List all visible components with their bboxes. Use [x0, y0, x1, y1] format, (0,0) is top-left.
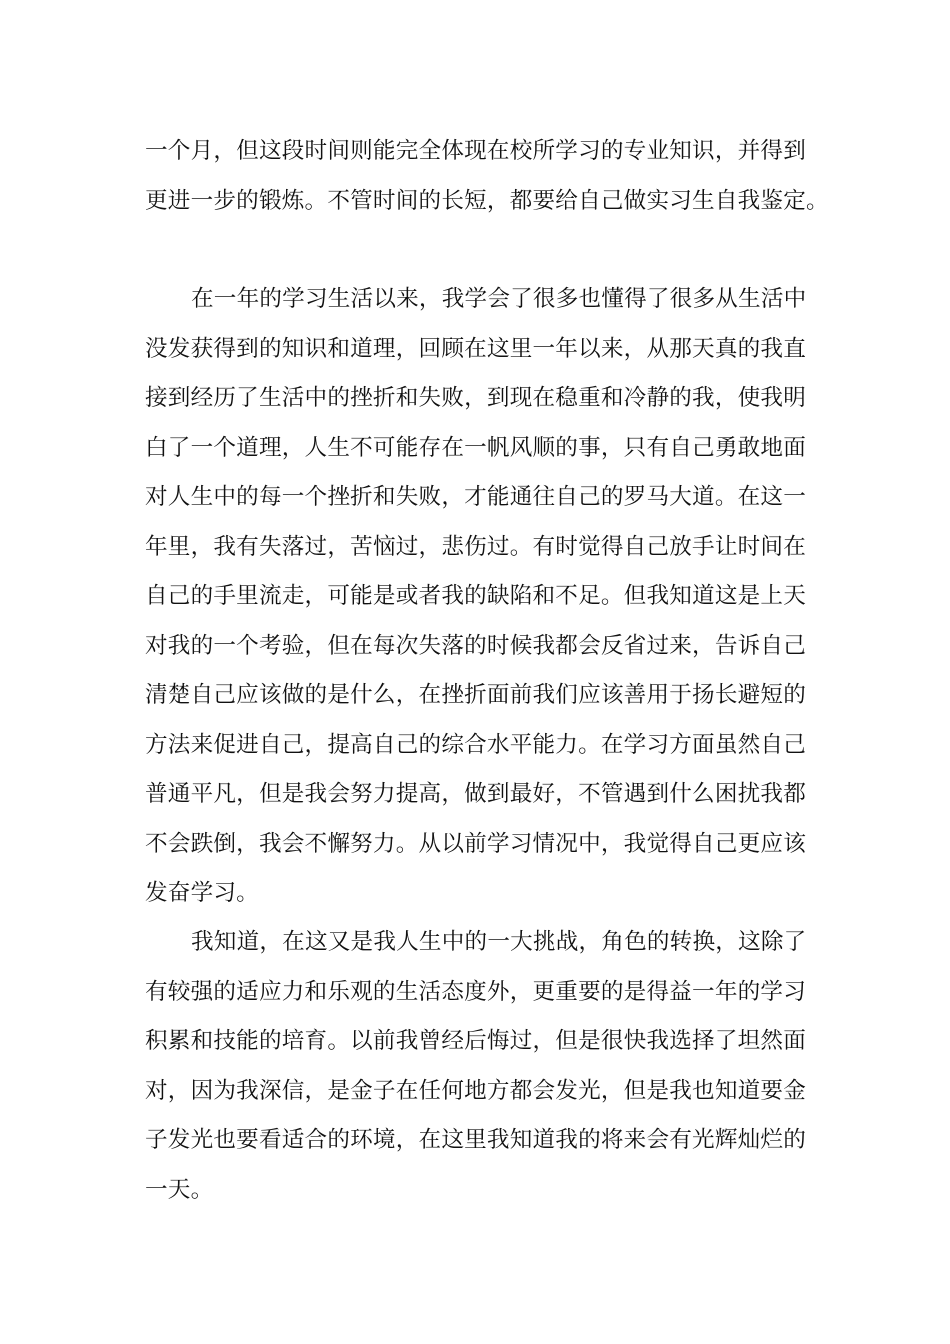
paragraph-3 — [145, 918, 815, 1215]
paragraph-first-line: 我知道，在这又是我人生中的一大挑战，角色的转换，这除了 — [191, 929, 807, 955]
paragraph-first-line: 在一年的学习生活以来，我学会了很多也懂得了很多从生活中 — [191, 286, 807, 312]
paragraph-line: 没发获得到的知识和道理，回顾在这里一年以来，从那天真的我直 — [145, 335, 807, 362]
paragraph-line: 对我的一个考验，但在每次失落的时候我都会反省过来，告诉自己 — [145, 632, 807, 659]
paragraph-line: 对，因为我深信，是金子在任何地方都会发光，但是我也知道要金 — [145, 1077, 807, 1104]
paragraph-line: 积累和技能的培育。以前我曾经后悔过，但是很快我选择了坦然面 — [145, 1028, 807, 1054]
paragraph-line: 一天。 — [145, 1176, 214, 1203]
paragraph-line: 子发光也要看适合的环境，在这里我知道我的将来会有光辉灿烂的 — [145, 1127, 807, 1153]
paragraph-line: 自己的手里流走，可能是或者我的缺陷和不足。但我知道这是上天 — [145, 583, 807, 609]
paragraph-line: 年里，我有失落过，苦恼过，悲伤过。有时觉得自己放手让时间在 — [145, 533, 807, 560]
paragraph-line: 更进一步的锻炼。不管时间的长短，都要给自己做实习生自我鉴定。 — [145, 187, 829, 214]
paragraph-line: 对人生中的每一个挫折和失败，才能通往自己的罗马大道。在这一 — [145, 484, 807, 510]
paragraph-line: 接到经历了生活中的挫折和失败，到现在稳重和冷静的我，使我明 — [145, 385, 807, 411]
paragraph-line: 不会跌倒，我会不懈努力。从以前学习情况中，我觉得自己更应该 — [145, 830, 807, 857]
paragraph-line: 白了一个道理，人生不可能存在一帆风顺的事，只有自己勇敢地面 — [145, 434, 807, 461]
paragraph-line: 有较强的适应力和乐观的生活态度外，更重要的是得益一年的学习 — [145, 978, 807, 1005]
paragraph-line: 方法来促进自己，提高自己的综合水平能力。在学习方面虽然自己 — [145, 731, 807, 758]
paragraph-line: 发奋学习。 — [145, 880, 259, 906]
paragraph-line: 普通平凡，但是我会努力提高，做到最好，不管遇到什么困扰我都 — [145, 781, 807, 807]
paragraph-line: 一个月，但这段时间则能完全体现在校所学习的专业知识，并得到 — [145, 138, 807, 164]
paragraph-2 — [145, 275, 815, 919]
paragraph-line: 清楚自己应该做的是什么，在挫折面前我们应该善用于扬长避短的 — [145, 682, 807, 708]
paragraph-1 — [145, 127, 829, 226]
